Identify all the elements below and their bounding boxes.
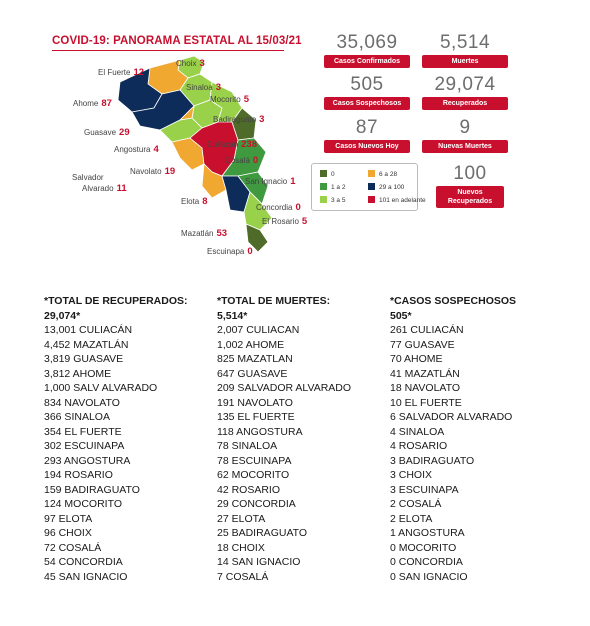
map-label-cosala: Cosalá 0 <box>225 155 259 166</box>
list-item: 29 CONCORDIA <box>217 498 296 510</box>
list-item: 1,002 AHOME <box>217 338 285 351</box>
map-label-culiacan: Culiacán 238 <box>207 139 257 150</box>
legend-swatch-5 <box>368 196 375 203</box>
stat-nuevos-hoy-value: 87 <box>355 117 379 138</box>
list-item: 54 CONCORDIA <box>44 556 123 568</box>
map-label-elota: Elota 8 <box>181 196 208 207</box>
stat-nuevos-hoy-label: Casos Nuevos Hoy <box>324 140 410 153</box>
list-item: 4 ROSARIO <box>390 440 448 452</box>
map-label-el-rosario: El Rosario 5 <box>262 216 308 227</box>
legend-item-3: 29 a 100 <box>368 183 404 192</box>
map-label-mocorito: Mocorito 5 <box>210 94 249 105</box>
list-recuperados-header: *TOTAL DE RECUPERADOS: <box>44 295 188 307</box>
list-item: 45 SAN IGNACIO <box>44 570 128 583</box>
stat-nuevas-muertes-label: Nuevas Muertes <box>422 140 508 153</box>
list-item: 2 ELOTA <box>390 512 433 525</box>
map-label-badiraguato: Badiraguato 3 <box>213 114 265 125</box>
legend-swatch-2 <box>320 183 327 190</box>
map-label-navolato: Navolato 19 <box>130 166 176 177</box>
list-item: 834 NAVOLATO <box>44 396 120 409</box>
legend-item-2: 1 a 2 <box>320 183 345 192</box>
list-item: 13,001 CULIACÁN <box>44 324 133 336</box>
map-label-el-fuerte: El Fuerte 12 <box>98 67 145 78</box>
list-recuperados <box>44 294 188 584</box>
list-item: 4 SINALOA <box>390 425 445 438</box>
list-muertes <box>217 294 351 584</box>
stat-recuperados <box>422 74 508 110</box>
list-item: 293 ANGOSTURA <box>44 454 131 467</box>
stat-recuperados-label: Recuperados <box>422 97 508 110</box>
map-label-angostura: Angostura 4 <box>114 144 159 155</box>
list-item: 366 SINALOA <box>44 411 110 423</box>
list-item: 261 CULIACÁN <box>390 324 464 336</box>
map-label-mazatlan: Mazatlán 53 <box>181 228 228 239</box>
list-muertes-header: *TOTAL DE MUERTES: <box>217 295 331 307</box>
map-legend <box>311 163 426 211</box>
legend-swatch-0 <box>320 170 327 177</box>
list-item: 14 SAN IGNACIO <box>217 556 301 568</box>
stat-muertes-label: Muertes <box>422 55 508 68</box>
legend-swatch-3 <box>368 183 375 190</box>
map-label-ahome: Ahome 87 <box>73 98 112 109</box>
list-item: 0 CONCORDIA <box>390 556 463 568</box>
list-item: 2 COSALÁ <box>390 498 442 510</box>
list-item: 18 NAVOLATO <box>390 382 461 394</box>
list-item: 191 NAVOLATO <box>217 396 293 409</box>
list-item: 118 ANGOSTURA <box>217 425 303 438</box>
list-item: 10 EL FUERTE <box>390 396 462 409</box>
list-item: 78 ESCUINAPA <box>217 454 292 467</box>
list-item: 7 COSALÁ <box>217 570 269 583</box>
list-item: 302 ESCUINAPA <box>44 440 125 452</box>
title-underline <box>52 50 284 51</box>
map-label-alvarado: Alvarado 11 <box>82 183 127 194</box>
list-item: 18 CHOIX <box>217 541 265 554</box>
list-item: 209 SALVADOR ALVARADO <box>217 382 352 394</box>
stat-sospechosos-value: 505 <box>350 74 384 95</box>
list-item: 77 GUASAVE <box>390 338 455 351</box>
list-item: 72 COSALÁ <box>44 541 102 554</box>
legend-item-1: 6 a 28 <box>368 170 397 179</box>
map-label-san-ignacio: San Ignacio 1 <box>245 176 296 187</box>
list-item: 354 EL FUERTE <box>44 425 122 438</box>
list-item: 4,452 MAZATLÁN <box>44 338 129 351</box>
stat-recuperados-value: 29,074 <box>434 74 496 95</box>
list-item: 27 ELOTA <box>217 512 266 525</box>
list-item: 194 ROSARIO <box>44 469 113 481</box>
list-item: 3 ESCUINAPA <box>390 483 459 496</box>
list-sospechosos <box>390 294 516 584</box>
map-label-escuinapa: Escuinapa 0 <box>207 246 253 257</box>
stat-confirmados <box>324 32 410 68</box>
stat-nuevas-muertes-value: 9 <box>459 117 471 138</box>
list-item: 0 SAN IGNACIO <box>390 570 468 583</box>
stat-nuevos-recuperados <box>436 163 504 208</box>
list-item: 3 BADIRAGUATO <box>390 454 475 467</box>
stat-confirmados-label: Casos Confirmados <box>324 55 410 68</box>
stat-nuevos-hoy <box>324 117 410 153</box>
list-item: 2,007 CULIACAN <box>217 324 300 336</box>
list-item: 70 AHOME <box>390 353 443 365</box>
page-title: COVID-19: PANORAMA ESTATAL AL 15/03/21 <box>52 35 302 47</box>
list-item: 97 ELOTA <box>44 512 93 525</box>
list-item: 3,812 AHOME <box>44 367 112 380</box>
list-item: 159 BADIRAGUATO <box>44 483 140 496</box>
stat-nuevos-recuperados-label: Nuevos Recuperados <box>436 186 504 208</box>
stat-sospechosos <box>324 74 410 110</box>
map-label-sinaloa: Sinaloa 3 <box>186 82 221 93</box>
list-item: 78 SINALOA <box>217 440 278 452</box>
map-label-concordia: Concordia 0 <box>256 202 301 213</box>
map-label-guasave: Guasave 29 <box>84 127 130 138</box>
legend-item-0: 0 <box>320 170 335 179</box>
list-item: 62 MOCORITO <box>217 469 290 481</box>
list-sospechosos-total: 505* <box>390 309 412 322</box>
list-item: 0 MOCORITO <box>390 541 457 554</box>
list-item: 1,000 SALV ALVARADO <box>44 382 158 394</box>
stat-muertes-value: 5,514 <box>439 32 491 53</box>
list-sospechosos-header: *CASOS SOSPECHOSOS <box>390 295 517 307</box>
stat-sospechosos-label: Casos Sospechosos <box>324 97 410 110</box>
legend-swatch-4 <box>320 196 327 203</box>
list-item: 124 MOCORITO <box>44 498 122 510</box>
stat-nuevos-recuperados-value: 100 <box>453 163 487 184</box>
stat-nuevas-muertes <box>422 117 508 153</box>
list-item: 1 ANGOSTURA <box>390 527 465 539</box>
map-label-salvador: Salvador <box>72 173 104 182</box>
map-label-choix: Choix 3 <box>176 58 205 69</box>
legend-item-4: 3 a 5 <box>320 196 345 205</box>
list-item: 647 GUASAVE <box>217 367 288 380</box>
list-item: 135 EL FUERTE <box>217 411 295 423</box>
legend-item-5: 101 en adelante <box>368 196 426 205</box>
list-item: 825 MAZATLAN <box>217 353 293 365</box>
list-muertes-total: 5,514* <box>217 309 248 322</box>
stat-confirmados-value: 35,069 <box>336 32 398 53</box>
list-item: 3,819 GUASAVE <box>44 353 124 365</box>
list-item: 6 SALVADOR ALVARADO <box>390 411 513 423</box>
list-recuperados-total: 29,074* <box>44 309 81 322</box>
list-item: 25 BADIRAGUATO <box>217 527 308 539</box>
list-item: 41 MAZATLÁN <box>390 367 460 380</box>
legend-swatch-1 <box>368 170 375 177</box>
list-item: 3 CHOIX <box>390 469 433 481</box>
stat-muertes <box>422 32 508 68</box>
list-item: 96 CHOIX <box>44 527 92 539</box>
list-item: 42 ROSARIO <box>217 483 281 496</box>
